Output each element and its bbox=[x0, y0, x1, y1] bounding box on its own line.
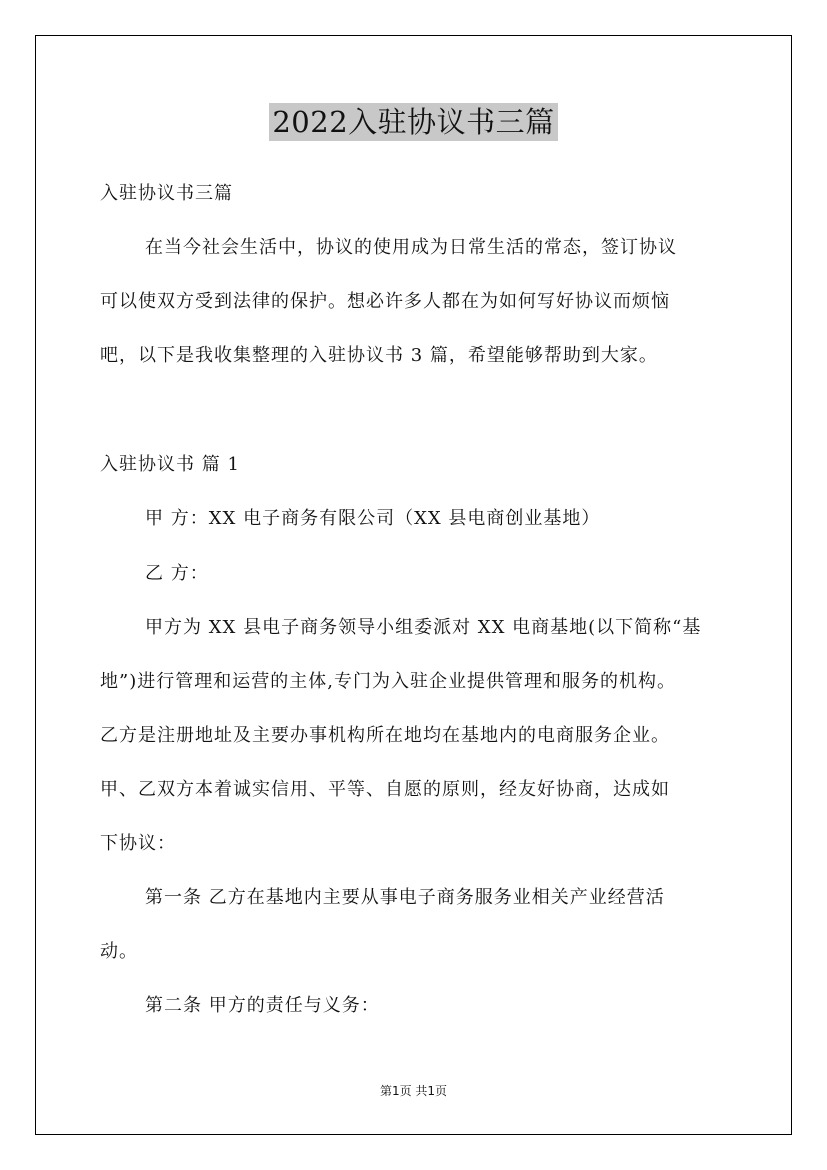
body-line-2: 地”)进行管理和运营的主体,专门为入驻企业提供管理和服务的机构。 bbox=[100, 671, 676, 692]
intro-line-2: 可以使双方受到法律的保护。想必许多人都在为如何写好协议而烦恼 bbox=[100, 291, 670, 312]
body-line-4: 甲、乙双方本着诚实信用、平等、自愿的原则，经友好协商，达成如 bbox=[100, 779, 670, 800]
body-line-5: 下协议： bbox=[100, 833, 176, 854]
article-1-line-2: 动。 bbox=[100, 941, 138, 962]
body-line-3: 乙方是注册地址及主要办事机构所在地均在基地内的电商服务企业。 bbox=[100, 725, 670, 746]
document-title: 2022入驻协议书三篇 bbox=[269, 103, 557, 141]
article-1-line-1: 第一条 乙方在基地内主要从事电子商务服务业相关产业经营活 bbox=[145, 887, 665, 908]
section-heading: 入驻协议书 篇 1 bbox=[100, 454, 240, 475]
intro-line-1: 在当今社会生活中，协议的使用成为日常生活的常态，签订协议 bbox=[145, 237, 677, 258]
subtitle: 入驻协议书三篇 bbox=[100, 183, 233, 204]
party-b-line: 乙 方： bbox=[145, 563, 209, 584]
article-2-line: 第二条 甲方的责任与义务： bbox=[145, 995, 380, 1016]
party-a-line: 甲 方：XX 电子商务有限公司（XX 县电商创业基地） bbox=[145, 508, 601, 529]
intro-line-3: 吧，以下是我收集整理的入驻协议书 3 篇，希望能够帮助到大家。 bbox=[100, 345, 658, 366]
title-container bbox=[0, 103, 827, 141]
page-footer: 第1页 共1页 bbox=[379, 1084, 448, 1098]
body-line-1: 甲方为 XX 县电子商务领导小组委派对 XX 电商基地(以下简称“基 bbox=[145, 617, 702, 638]
